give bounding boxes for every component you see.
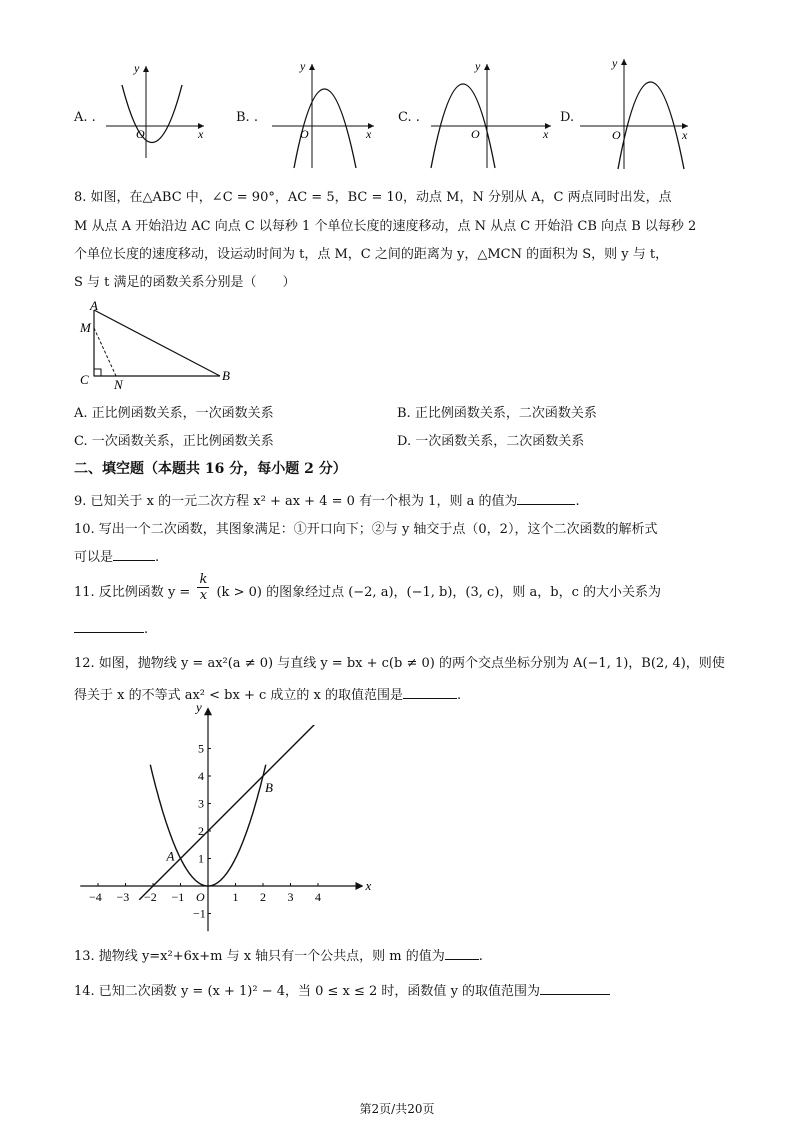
q13-text: 13. 抛物线 y=x²+6x+m 与 x 轴只有一个公共点，则 m 的值为	[74, 949, 445, 964]
point-b-label: B	[222, 368, 230, 383]
y-tick-label: 2	[198, 824, 204, 838]
y-label: y	[475, 59, 481, 73]
q8-line-3: 个单位长度的速度移动，设运动时间为 t，点 M，C 之间的距离为 y，△MCN 的面积为 S，则 y 与 t，	[74, 247, 669, 262]
q7-option-d-label[interactable]: D.	[560, 110, 575, 125]
x-axis-arrow	[356, 882, 364, 890]
q7-option-a-label[interactable]: A. .	[74, 110, 96, 125]
intersection-point-label: A	[166, 848, 175, 864]
origin-label: O	[300, 127, 309, 141]
q12-graph	[60, 699, 372, 930]
y-tick-label: 5	[198, 741, 204, 756]
q13	[74, 945, 483, 964]
q12-line-2	[74, 684, 461, 703]
point-n-label: N	[114, 377, 123, 392]
side-ab	[94, 310, 220, 376]
q7-graph-d	[578, 55, 693, 175]
y-tick-label: 3	[198, 796, 204, 811]
q8-option-b[interactable]: B. 正比例函数关系，二次函数关系	[397, 406, 597, 421]
q8-triangle-figure	[74, 298, 244, 392]
x-tick-label: 4	[315, 890, 321, 904]
origin-label: O	[196, 890, 205, 904]
x-tick-label: −2	[144, 890, 157, 904]
y-label: y	[134, 61, 140, 75]
origin-label: O	[136, 127, 145, 141]
q11-fraction-denominator: x	[199, 588, 208, 603]
q11-fraction-numerator: k	[199, 572, 208, 587]
x-tick-label: 1	[232, 890, 239, 904]
q7-graph-c	[425, 60, 555, 175]
q12-end: .	[457, 688, 462, 703]
x-tick-label: −3	[116, 890, 130, 904]
point-a-label: A	[90, 298, 98, 313]
x-axis-label: x	[365, 878, 372, 893]
section-2-title: 二、填空题（本题共 16 分，每小题 2 分）	[74, 461, 347, 477]
y-axis-arrow	[204, 707, 212, 715]
right-angle-mark	[94, 369, 101, 376]
q11-line-1	[74, 572, 661, 608]
y-axis-label: y	[196, 699, 202, 715]
q8-option-c[interactable]: C. 一次函数关系，正比例函数关系	[74, 434, 274, 449]
x-label: x	[543, 127, 549, 141]
q10-line-2-text: 可以是	[74, 550, 114, 565]
q13-answer-blank[interactable]	[445, 947, 479, 960]
q10-answer-blank[interactable]	[113, 548, 155, 561]
q11-line-2	[74, 620, 148, 637]
q12-answer-blank[interactable]	[403, 686, 457, 699]
y-tick-label: −1	[193, 906, 206, 921]
page-footer: 第2页/共20页	[359, 1102, 435, 1116]
y-axis-arrow	[484, 64, 490, 70]
line-series	[139, 721, 318, 900]
q9-text: 9. 已知关于 x 的一元二次方程 x² + ax + 4 = 0 有一个根为 1，则 a 的值为	[74, 494, 518, 509]
x-tick-label: 3	[287, 890, 294, 904]
q7-graph-b	[266, 60, 381, 175]
x-label: x	[366, 127, 372, 141]
q11-end: .	[144, 622, 149, 637]
q7-option-b-label[interactable]: B. .	[236, 110, 258, 125]
x-label: x	[682, 128, 688, 142]
q9-answer-blank[interactable]	[517, 492, 575, 505]
x-tick-label: −4	[89, 890, 102, 904]
y-axis-arrow	[621, 59, 627, 65]
q9-end: .	[575, 494, 580, 509]
parabola-curve	[122, 85, 182, 143]
q10-line-2	[74, 546, 159, 565]
q11-fraction	[197, 572, 209, 604]
y-axis-arrow	[309, 64, 315, 70]
x-tick-label: 2	[260, 890, 266, 904]
q14-text: 14. 已知二次函数 y = (x + 1)² − 4，当 0 ≤ x ≤ 2 时，函数值 y 的取值范围为	[74, 984, 541, 999]
q12-line-1: 12. 如图，抛物线 y = ax²(a ≠ 0) 与直线 y = bx + c(b ≠ 0) 的两个交点坐标分别为 A(−1, 1)，B(2, 4)，则使	[74, 656, 725, 671]
origin-label: O	[471, 127, 480, 141]
q12-line-2-text: 得关于 x 的不等式 ax² < bx + c 成立的 x 的取值范围是	[74, 688, 403, 703]
y-axis-arrow	[143, 66, 149, 72]
q7-option-c-label[interactable]: C. .	[398, 110, 420, 125]
q14-answer-blank[interactable]	[540, 982, 610, 995]
q10-line-1: 10. 写出一个二次函数，其图象满足：①开口向下；②与 y 轴交于点（0，2），这个二次函数的解析式	[74, 522, 658, 537]
point-m-label: M	[80, 320, 91, 335]
q8-option-d[interactable]: D. 一次函数关系，二次函数关系	[397, 434, 585, 449]
q11-suffix: (k > 0) 的图象经过点 (−2, a)，(−1, b)，(3, c)，则 a，b，c 的大小关系为	[216, 585, 661, 600]
x-label: x	[198, 127, 204, 141]
q14	[74, 980, 610, 999]
q11-answer-blank[interactable]	[74, 620, 144, 633]
q11-prefix: 11. 反比例函数 y =	[74, 585, 191, 600]
q8-line-1: 8. 如图，在△ABC 中，∠C = 90°，AC = 5，BC = 10，动点 M，N 分别从 A，C 两点同时出发，点	[74, 190, 672, 205]
origin-label: O	[612, 128, 621, 142]
q8-line-4: S 与 t 满足的函数关系分别是（ ）	[74, 275, 296, 290]
q13-end: .	[478, 949, 483, 964]
x-tick-label: −1	[171, 890, 185, 904]
y-label: y	[300, 59, 306, 73]
y-tick-label: 1	[198, 851, 204, 866]
point-c-label: C	[80, 372, 89, 387]
q10-end: .	[155, 550, 160, 565]
q9	[74, 490, 580, 509]
y-label: y	[612, 56, 618, 70]
q8-line-2: M 从点 A 开始沿边 AC 向点 C 以每秒 1 个单位长度的速度移动，点 N 从点 C 开始沿 CB 向点 B 以每秒 2	[74, 219, 697, 234]
y-tick-label: 4	[198, 769, 204, 783]
q8-option-a[interactable]: A. 正比例函数关系，一次函数关系	[74, 406, 274, 421]
intersection-point-label: B	[265, 780, 273, 795]
q7-graph-a	[100, 60, 210, 165]
